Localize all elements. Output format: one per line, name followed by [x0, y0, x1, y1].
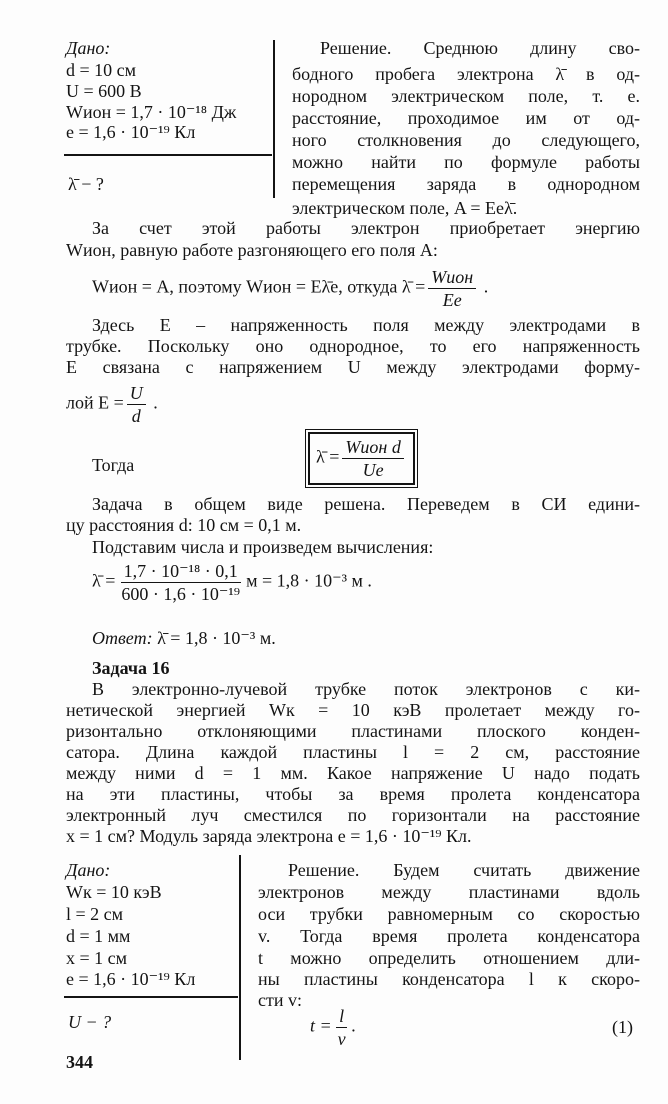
given-item: x = 1 см	[66, 948, 128, 968]
given-item: d = 1 мм	[66, 926, 131, 946]
denominator: Ee	[442, 290, 462, 310]
given-divider	[64, 996, 238, 998]
statement-line: сатора. Длина каждой пластины l = 2 см, расстояние	[66, 742, 640, 762]
statement-line: электронный луч сместился по горизонтали на расстояние	[66, 805, 640, 825]
solution-line: бодного пробега электрона λ̄ в од-	[292, 64, 640, 84]
answer-value: λ̄ = 1,8 · 10⁻³ м.	[157, 628, 276, 648]
calculation	[92, 560, 372, 605]
denominator: d	[131, 406, 141, 426]
solution-line: v. Тогда время пролета конденсатора	[258, 926, 640, 946]
formula-line	[310, 1005, 356, 1050]
paragraph-line: трубке. Поскольку оно однородное, то его напряженность	[66, 336, 640, 356]
fraction	[335, 1005, 349, 1050]
given-item: Wион = 1,7 · 10⁻¹⁸ Дж	[66, 102, 237, 122]
numerator: Wион d	[342, 436, 403, 459]
column-divider	[273, 40, 275, 198]
solution-line: электронов между пластинами вдоль	[258, 882, 640, 902]
numerator: U	[127, 382, 146, 405]
solution-line: Решение. Будем считать движение	[288, 860, 640, 880]
formula-text: λ̄ =	[316, 446, 340, 467]
formula-text: .	[351, 1015, 357, 1036]
formula-line: Wион = A, поэтому Wион = Eλ̄e, откуда λ̄ = $\frac{\text{Wион}}{Ee}$ .	[92, 267, 489, 310]
answer-label: Ответ:	[92, 628, 153, 648]
given-title: Дано:	[66, 860, 111, 880]
find-item: λ̄ − ?	[68, 174, 104, 194]
solution-line: ного столкновения до следующего,	[292, 130, 640, 150]
fraction	[428, 266, 476, 311]
answer	[92, 628, 276, 648]
given-item: d = 10 см	[66, 60, 137, 80]
statement-line: x = 1 см? Модуль заряда электрона e = 1,6 · 10⁻¹⁹ Кл.	[66, 826, 472, 846]
formula-text: Wион = A, поэтому Wион = Eλ̄e, откуда λ̄ =	[92, 276, 426, 297]
denominator: v	[337, 1029, 346, 1049]
solution-line: нородном электрическом поле, т. е.	[292, 86, 640, 106]
given-item: U = 600 В	[66, 81, 142, 101]
solution-line: t можно определить отношением дли-	[258, 948, 640, 968]
solution-line: оси трубки равномерным со скоростью	[258, 904, 640, 924]
formula-line: лой E = $\frac{U}{d}$ .	[66, 383, 158, 426]
fraction	[118, 560, 243, 605]
formula-text: лой E =	[66, 392, 124, 413]
solution-line: расстояние, проходимое им от од-	[292, 108, 640, 128]
statement-line: между ними d = 1 мм. Какое напряжение U надо подать	[66, 763, 640, 783]
solution-line: можно найти по формуле работы	[292, 152, 640, 172]
solution-line: перемещения заряда в однородном	[292, 174, 640, 194]
denominator: Ue	[362, 460, 384, 480]
denominator: 600 · 1,6 · 10⁻¹⁹	[121, 584, 241, 604]
paragraph-line: Wион, равную работе разгоняющего его поля A:	[66, 240, 438, 260]
given-item: e = 1,6 · 10⁻¹⁹ Кл	[66, 122, 196, 142]
paragraph-line: Задача в общем виде решена. Переведем в СИ едини-	[92, 494, 640, 514]
solution-line: ны пластины конденсатора l к скоро-	[258, 969, 640, 989]
paragraph-line: Здесь E – напряженность поля между электродами в	[92, 315, 640, 335]
column-divider	[239, 855, 241, 1060]
numerator: 1,7 · 10⁻¹⁸ · 0,1	[121, 560, 241, 583]
given-title: Дано:	[66, 38, 111, 58]
solution-line: Решение. Среднюю длину сво-	[320, 38, 640, 58]
formula-text: м = 1,8 · 10⁻³ м .	[246, 570, 372, 591]
given-item: l = 2 см	[66, 904, 124, 924]
paragraph-line: За счет этой работы электрон приобретает энергию	[92, 218, 640, 238]
given-divider	[64, 154, 272, 156]
boxed-formula	[308, 432, 415, 485]
paragraph-line: E связана с напряжением U между электродами форму-	[66, 357, 640, 377]
paragraph-line: Подставим числа и произведем вычисления:	[92, 537, 434, 557]
problem-title: Задача 16	[92, 658, 170, 678]
statement-line: В электронно-лучевой трубке поток электронов с ки-	[92, 679, 640, 699]
fraction	[127, 382, 146, 427]
statement-line: на эти пластины, чтобы за время пролета конденсатора	[66, 784, 640, 804]
find-item: U − ?	[68, 1012, 112, 1032]
solution-line: электрическом поле, A = Eeλ̄.	[292, 198, 518, 218]
paragraph-line: цу расстояния d: 10 см = 0,1 м.	[66, 515, 302, 535]
given-item: e = 1,6 · 10⁻¹⁹ Кл	[66, 969, 196, 989]
numerator: l	[336, 1005, 347, 1028]
numerator: Wион	[428, 266, 476, 289]
solution-line: сти v:	[258, 990, 302, 1010]
given-item: Wк = 10 кэВ	[66, 882, 162, 902]
fraction	[342, 436, 403, 481]
then-label: Тогда	[92, 455, 135, 475]
equation-number: (1)	[612, 1017, 633, 1037]
statement-line: ризонтально отклоняющими пластинами плоского конден-	[66, 721, 640, 741]
formula-text: λ̄ =	[92, 570, 116, 591]
statement-line: нетической энергией Wк = 10 кэВ пролетает между го-	[66, 700, 640, 720]
formula-text: t =	[310, 1015, 332, 1036]
page-number: 344	[66, 1052, 93, 1072]
